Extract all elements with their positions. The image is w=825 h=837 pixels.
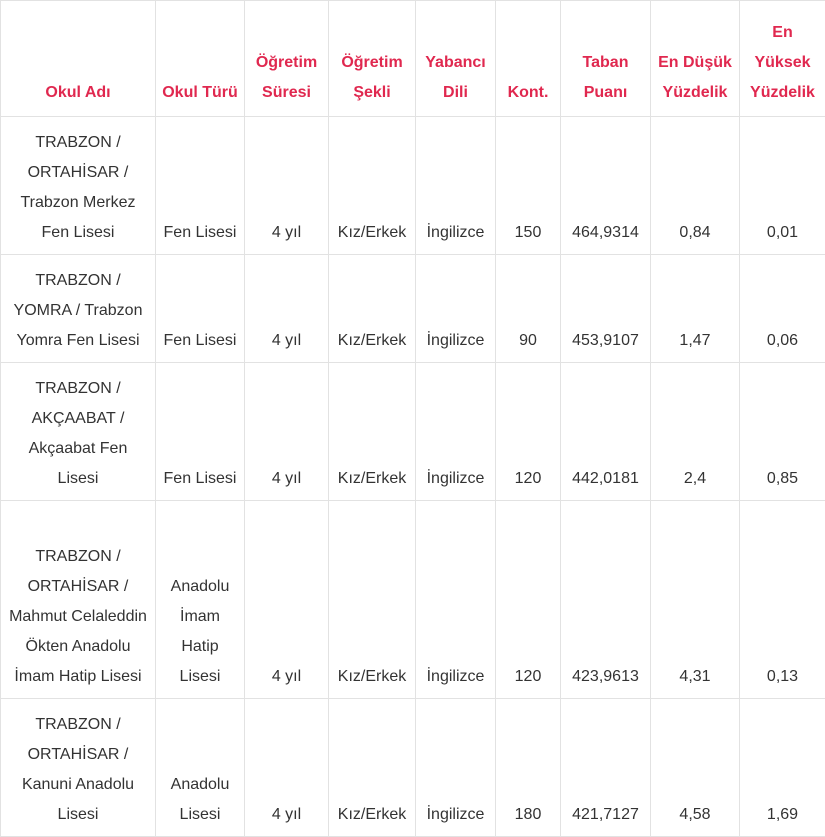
cell-ogretim-suresi: 4 yıl xyxy=(245,699,329,837)
cell-taban-puani: 421,7127 xyxy=(561,699,651,837)
cell-ogretim-sekli: Kız/Erkek xyxy=(329,255,416,363)
cell-okul-turu: Fen Lisesi xyxy=(156,117,245,255)
cell-en-dusuk-yuzdelik: 1,47 xyxy=(651,255,740,363)
cell-en-yuksek-yuzdelik: 0,13 xyxy=(740,501,825,699)
cell-ogretim-sekli: Kız/Erkek xyxy=(329,501,416,699)
cell-kont: 150 xyxy=(496,117,561,255)
table-row xyxy=(1,501,825,699)
cell-taban-puani: 442,0181 xyxy=(561,363,651,501)
cell-okul-turu: Anadolu İmam Hatip Lisesi xyxy=(156,501,245,699)
cell-okul-turu: Fen Lisesi xyxy=(156,255,245,363)
header-yabanci-dili: Yabancı Dili xyxy=(416,1,496,117)
cell-yabanci-dili: İngilizce xyxy=(416,363,496,501)
cell-yabanci-dili: İngilizce xyxy=(416,501,496,699)
cell-ogretim-suresi: 4 yıl xyxy=(245,363,329,501)
cell-taban-puani: 453,9107 xyxy=(561,255,651,363)
cell-okul-adi: TRABZON / YOMRA / Trabzon Yomra Fen Lisesi xyxy=(1,255,156,363)
cell-en-yuksek-yuzdelik: 1,69 xyxy=(740,699,825,837)
cell-ogretim-sekli: Kız/Erkek xyxy=(329,363,416,501)
cell-kont: 90 xyxy=(496,255,561,363)
cell-okul-turu: Fen Lisesi xyxy=(156,363,245,501)
cell-en-dusuk-yuzdelik: 2,4 xyxy=(651,363,740,501)
header-okul-turu: Okul Türü xyxy=(156,1,245,117)
header-kont: Kont. xyxy=(496,1,561,117)
table-row xyxy=(1,363,825,501)
cell-okul-adi: TRABZON / AKÇAABAT / Akçaabat Fen Lisesi xyxy=(1,363,156,501)
cell-okul-adi: TRABZON / ORTAHİSAR / Mahmut Celaleddin Ökten Anadolu İmam Hatip Lisesi xyxy=(1,501,156,699)
table-row xyxy=(1,699,825,837)
cell-kont: 120 xyxy=(496,501,561,699)
cell-en-dusuk-yuzdelik: 4,31 xyxy=(651,501,740,699)
table-row xyxy=(1,117,825,255)
cell-ogretim-sekli: Kız/Erkek xyxy=(329,117,416,255)
cell-en-yuksek-yuzdelik: 0,06 xyxy=(740,255,825,363)
cell-en-dusuk-yuzdelik: 0,84 xyxy=(651,117,740,255)
header-okul-adi: Okul Adı xyxy=(1,1,156,117)
cell-ogretim-suresi: 4 yıl xyxy=(245,117,329,255)
header-en-yuksek-yuzdelik: En Yüksek Yüzdelik xyxy=(740,1,825,117)
cell-yabanci-dili: İngilizce xyxy=(416,699,496,837)
cell-en-yuksek-yuzdelik: 0,85 xyxy=(740,363,825,501)
cell-ogretim-suresi: 4 yıl xyxy=(245,501,329,699)
cell-kont: 180 xyxy=(496,699,561,837)
header-ogretim-suresi: Öğretim Süresi xyxy=(245,1,329,117)
cell-yabanci-dili: İngilizce xyxy=(416,117,496,255)
cell-okul-adi: TRABZON / ORTAHİSAR / Trabzon Merkez Fen Lisesi xyxy=(1,117,156,255)
header-en-dusuk-yuzdelik: En Düşük Yüzdelik xyxy=(651,1,740,117)
cell-taban-puani: 423,9613 xyxy=(561,501,651,699)
header-row xyxy=(1,1,825,117)
cell-taban-puani: 464,9314 xyxy=(561,117,651,255)
cell-okul-turu: Anadolu Lisesi xyxy=(156,699,245,837)
cell-ogretim-sekli: Kız/Erkek xyxy=(329,699,416,837)
table-row xyxy=(1,255,825,363)
cell-ogretim-suresi: 4 yıl xyxy=(245,255,329,363)
cell-yabanci-dili: İngilizce xyxy=(416,255,496,363)
cell-okul-adi: TRABZON / ORTAHİSAR / Kanuni Anadolu Lisesi xyxy=(1,699,156,837)
cell-en-dusuk-yuzdelik: 4,58 xyxy=(651,699,740,837)
header-ogretim-sekli: Öğretim Şekli xyxy=(329,1,416,117)
header-taban-puani: Taban Puanı xyxy=(561,1,651,117)
cell-en-yuksek-yuzdelik: 0,01 xyxy=(740,117,825,255)
cell-kont: 120 xyxy=(496,363,561,501)
